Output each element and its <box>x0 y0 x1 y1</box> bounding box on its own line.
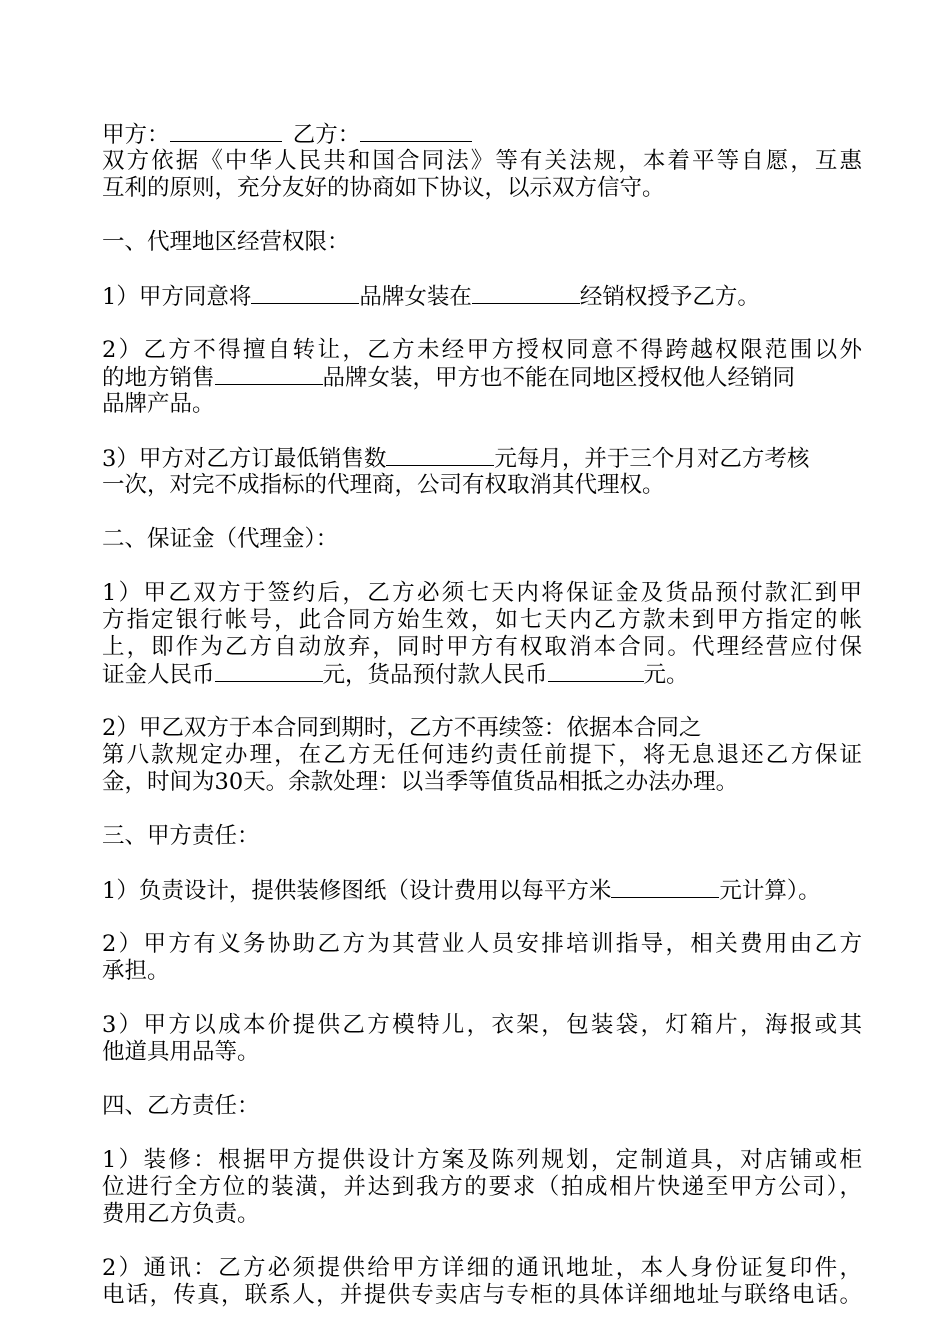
section4-item1-line2: 位进行全方位的装潢，并达到我方的要求（拍成相片快递至甲方公司）， <box>102 1174 862 1200</box>
section1-heading: 一、代理地区经营权限： <box>102 229 350 255</box>
section4-item1-line1: 1）装修：根据甲方提供设计方案及陈列规划，定制道具，对店铺或柜 <box>102 1147 862 1173</box>
section1-item2-line2 <box>102 364 862 391</box>
intro-line-1: 双方依据《中华人民共和国合同法》等有关法规，本着平等自愿，互惠 <box>102 148 862 174</box>
section2-item1-line2: 方指定银行帐号，此合同方始生效，如七天内乙方款未到甲方指定的帐 <box>102 607 862 633</box>
text-span: 元计算）。 <box>719 878 821 904</box>
section3-item3-line1: 3）甲方以成本价提供乙方模特儿，衣架，包装袋，灯箱片，海报或其 <box>102 1012 862 1038</box>
brand-blank <box>251 283 359 304</box>
text-span: 的地方销售 <box>102 365 215 391</box>
text-span: 品牌女装在 <box>359 284 472 310</box>
party-b-blank <box>360 121 472 142</box>
text-span: 元，货品预付款人民币 <box>322 662 548 688</box>
text-span: 1）甲方同意将 <box>102 284 252 310</box>
contract-document <box>102 121 862 1309</box>
deposit-blank <box>215 661 323 682</box>
section3-item1 <box>102 877 862 904</box>
section3-item2-line1: 2）甲方有义务协助乙方为其营业人员安排培训指导，相关费用由乙方 <box>102 931 862 957</box>
section2-item1-line3: 上，即作为乙方自动放弃，同时甲方有权取消本合同。代理经营应付保 <box>102 634 862 660</box>
section2-item2-line2: 第八款规定办理，在乙方无任何违约责任前提下，将无息退还乙方保证 <box>102 742 862 768</box>
intro-line-2: 互利的原则，充分友好的协商如下协议，以示双方信守。 <box>102 175 665 201</box>
text-span: 1）负责设计，提供装修图纸（设计费用以每平方米 <box>102 878 612 904</box>
party-a-blank <box>170 121 282 142</box>
text-span: 元每月，并于三个月对乙方考核 <box>494 446 810 472</box>
section1-item1 <box>102 283 862 310</box>
sales-blank <box>386 445 494 466</box>
party-line <box>102 121 862 148</box>
text-span: 经销权授予乙方。 <box>579 284 760 310</box>
section1-item3-line1 <box>102 445 862 472</box>
section4-item2-line1: 2）通讯：乙方必须提供给甲方详细的通讯地址，本人身份证复印件， <box>102 1255 862 1281</box>
section2-heading: 二、保证金（代理金）： <box>102 526 339 552</box>
text-span: 元。 <box>643 662 689 688</box>
brand-blank <box>215 364 323 385</box>
section2-item2-line1: 2）甲乙双方于本合同到期时，乙方不再续签：依据本合同之 <box>102 715 702 741</box>
prepayment-blank <box>548 661 644 682</box>
section1-item2-line1: 2）乙方不得擅自转让，乙方未经甲方授权同意不得跨越权限范围以外 <box>102 337 862 363</box>
text-span: 3）甲方对乙方订最低销售数 <box>102 446 387 472</box>
section1-item3-line2: 一次，对完不成指标的代理商，公司有权取消其代理权。 <box>102 472 665 498</box>
section2-item1-line4 <box>102 661 862 688</box>
section4-item2-line2: 电话，传真，联系人，并提供专卖店与专柜的具体详细地址与联络电话。 <box>102 1282 862 1308</box>
text-span: 品牌女装，甲方也不能在同地区授权他人经销同 <box>322 365 796 391</box>
text-span: 证金人民币 <box>102 662 215 688</box>
section4-item1-line3: 费用乙方负责。 <box>102 1201 260 1227</box>
party-b-label: 乙方： <box>292 122 361 148</box>
design-fee-blank <box>611 877 719 898</box>
section2-item1-line1: 1）甲乙双方于签约后，乙方必须七天内将保证金及货品预付款汇到甲 <box>102 580 862 606</box>
section3-item2-line2: 承担。 <box>102 958 170 984</box>
section4-heading: 四、乙方责任： <box>102 1093 260 1119</box>
party-a-label: 甲方： <box>102 122 170 148</box>
region-blank <box>472 283 580 304</box>
section3-item3-line2: 他道具用品等。 <box>102 1039 260 1065</box>
section3-heading: 三、甲方责任： <box>102 823 260 849</box>
section2-item2-line3: 金，时间为30天。余款处理：以当季等值货品相抵之办法办理。 <box>102 769 739 795</box>
section1-item2-line3: 品牌产品。 <box>102 391 215 417</box>
